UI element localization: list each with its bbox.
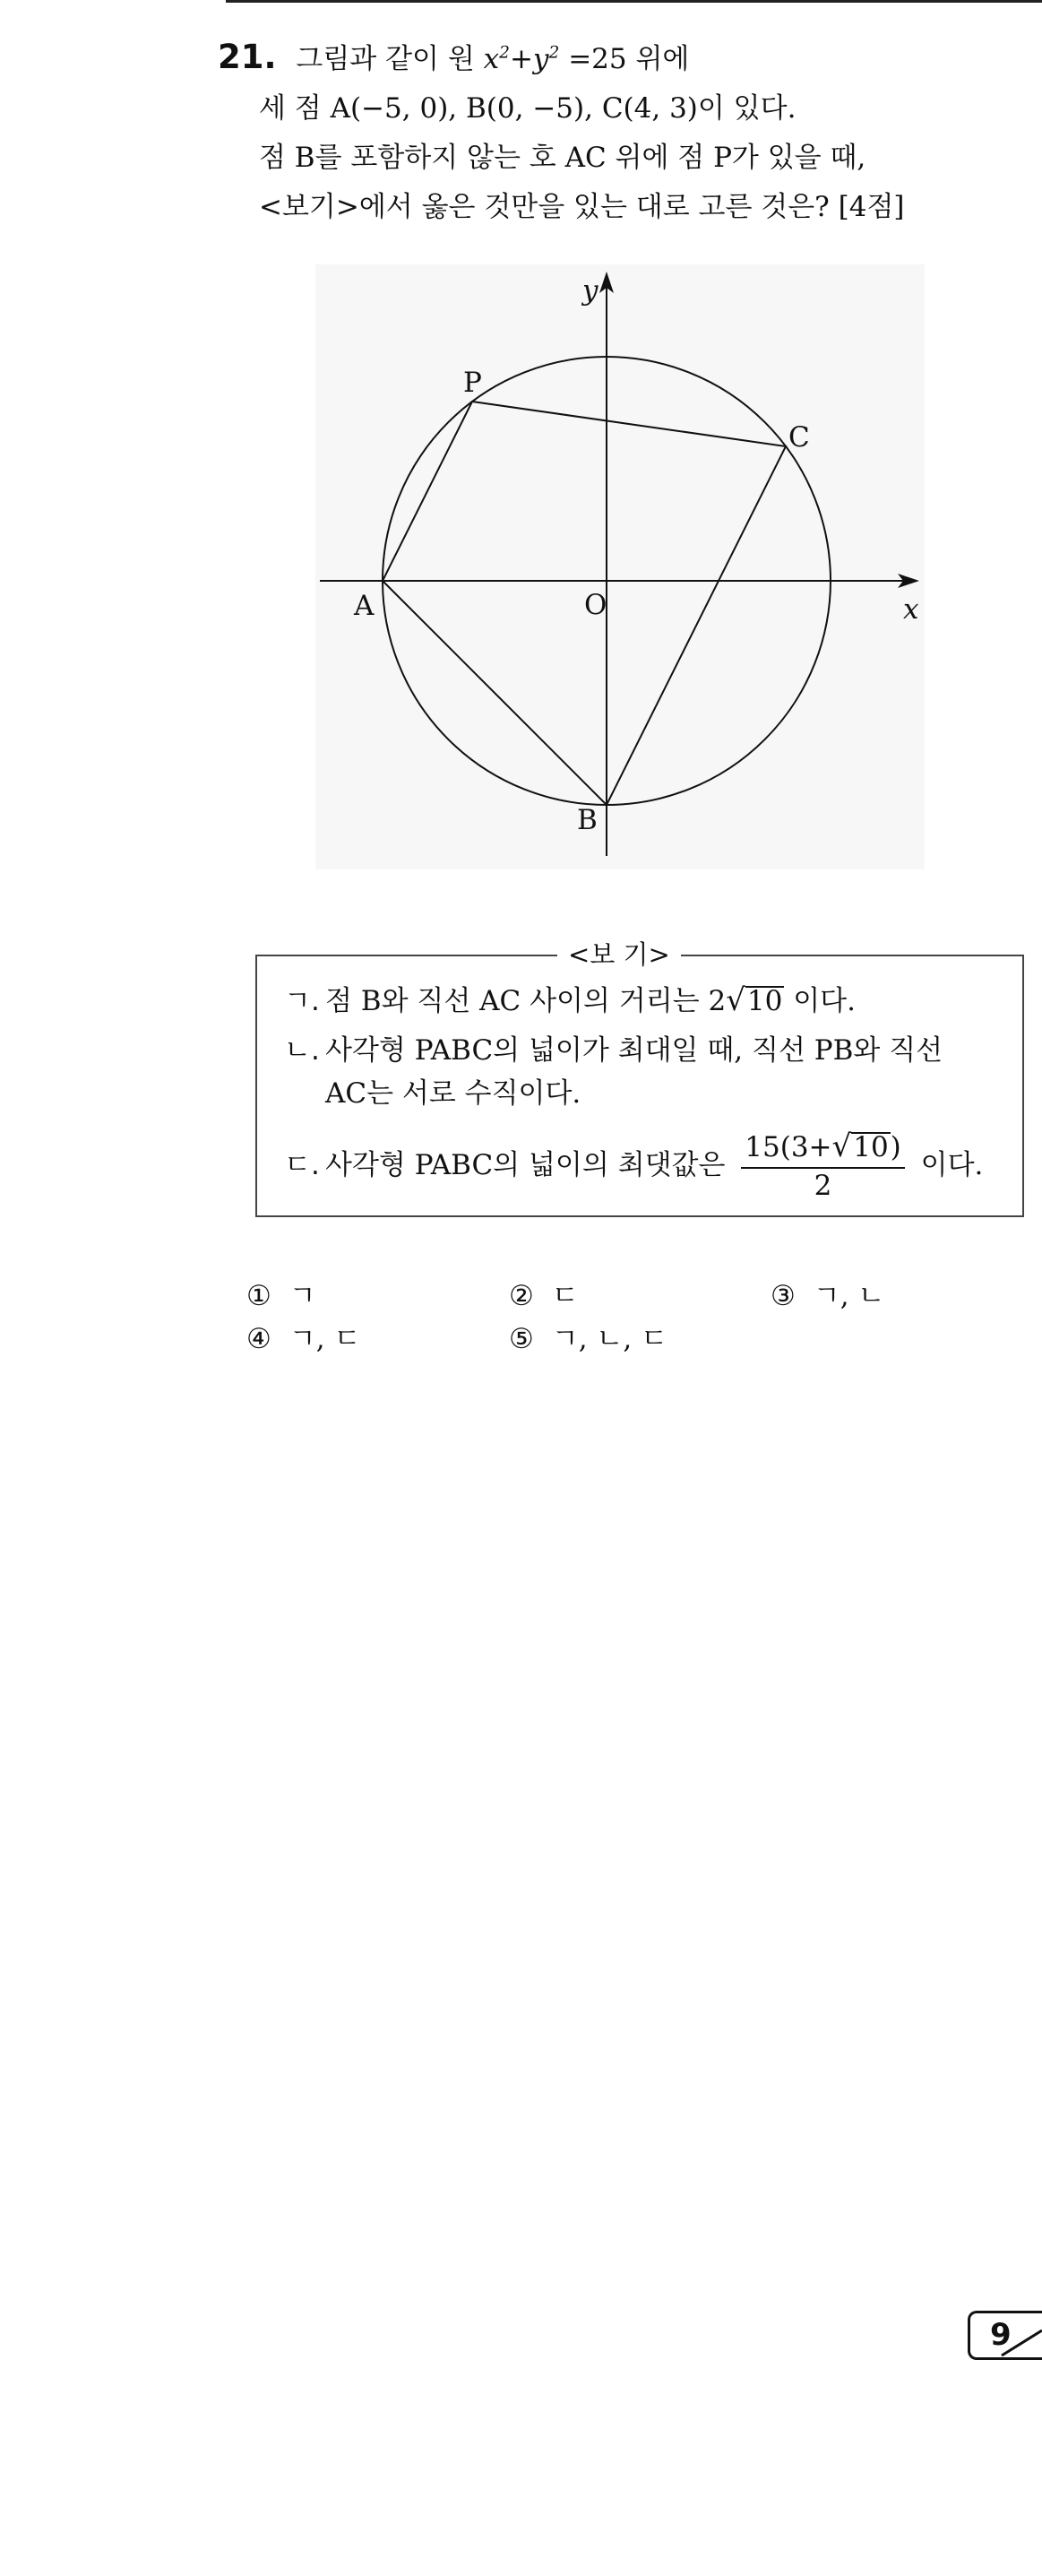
problem-number: 21. xyxy=(218,38,277,76)
fraction-numerator xyxy=(741,1130,904,1169)
choice-4-number: ④ xyxy=(246,1323,271,1355)
problem-line-1 xyxy=(218,32,1024,84)
max-area-fraction xyxy=(741,1130,904,1203)
y-axis-label: y xyxy=(582,274,599,307)
sqrt-sign: √ xyxy=(831,1128,852,1164)
bogi-item-3-text: 사각형 PABC의 넓이의 최댓값은 xyxy=(325,1149,735,1181)
eq-y: y xyxy=(532,43,549,75)
sqrt-sign: √ xyxy=(726,982,745,1018)
choice-2-answer: ㄷ xyxy=(551,1280,579,1312)
problem-line-2: 세 점 A(−5, 0), B(0, −5), C(4, 3)이 있다. xyxy=(259,92,797,125)
problem-line-1-text: 그림과 같이 원 xyxy=(296,43,484,75)
x-axis-label: x xyxy=(903,593,919,626)
origin-label: O xyxy=(584,589,607,621)
bogi-item-1 xyxy=(284,980,856,1022)
figure-svg xyxy=(315,264,925,869)
choice-2[interactable] xyxy=(509,1273,579,1313)
bogi-item-2 xyxy=(284,1030,943,1071)
problem-line-3: 점 B를 포함하지 않는 호 AC 위에 점 P가 있을 때, xyxy=(259,142,866,174)
choice-4-answer: ㄱ, ㄷ xyxy=(288,1323,361,1355)
numerator-end: ) xyxy=(890,1131,901,1163)
point-a-label: A xyxy=(354,590,375,622)
choice-3-number: ③ xyxy=(771,1280,796,1312)
bogi-item-1-radicand: 10 xyxy=(746,985,783,1017)
circle-figure xyxy=(315,264,925,869)
choice-3[interactable] xyxy=(771,1273,884,1313)
bogi-item-2-cont: AC는 서로 수직이다. xyxy=(325,1077,581,1110)
choice-1-number: ① xyxy=(246,1280,271,1312)
bogi-item-2-mark: ㄴ. xyxy=(284,1034,320,1067)
bogi-box xyxy=(255,939,1024,1217)
choice-5-answer: ㄱ, ㄴ, ㄷ xyxy=(551,1323,668,1355)
bogi-item-3-mark: ㄷ. xyxy=(284,1149,320,1181)
bogi-item-3 xyxy=(284,1129,983,1203)
choice-5[interactable] xyxy=(509,1316,667,1356)
numerator-radicand: 10 xyxy=(853,1131,889,1163)
bogi-item-1-mark: ㄱ. xyxy=(284,985,320,1017)
page-corner-slash xyxy=(968,2311,1042,2360)
choice-4[interactable] xyxy=(246,1316,360,1356)
point-c-label: C xyxy=(788,421,810,454)
page-number: 9 xyxy=(990,2317,1012,2353)
choice-2-number: ② xyxy=(509,1280,534,1312)
bogi-item-1-text: 점 B와 직선 AC 사이의 거리는 xyxy=(325,985,709,1017)
fraction-denominator: 2 xyxy=(814,1170,832,1202)
numerator-start: 15(3+ xyxy=(745,1131,832,1163)
eq-plus: + xyxy=(509,43,533,75)
eq-exp1: 2 xyxy=(499,43,510,63)
eq-exp2: 2 xyxy=(548,43,560,63)
choice-5-number: ⑤ xyxy=(509,1323,534,1355)
bogi-title: <보 기> xyxy=(557,937,681,972)
bogi-item-1-coef: 2 xyxy=(708,985,727,1017)
point-b-label: B xyxy=(577,804,598,836)
choice-3-answer: ㄱ, ㄴ xyxy=(813,1280,885,1312)
eq-x: x xyxy=(483,43,500,75)
eq-rest: =25 위에 xyxy=(568,43,690,75)
choice-1[interactable] xyxy=(246,1273,316,1313)
equation xyxy=(484,43,569,75)
bogi-item-1-end: 이다. xyxy=(784,985,856,1017)
choice-1-answer: ㄱ xyxy=(288,1280,316,1312)
bogi-item-3-end: 이다. xyxy=(911,1149,984,1181)
bogi-item-2-line1: 사각형 PABC의 넓이가 최대일 때, 직선 PB와 직선 xyxy=(325,1034,943,1067)
problem-line-4: <보기>에서 옳은 것만을 있는 대로 고른 것은? [4점] xyxy=(259,191,905,223)
point-p-label: P xyxy=(463,367,482,399)
problem-statement xyxy=(218,32,1024,232)
top-rule xyxy=(226,0,1042,3)
